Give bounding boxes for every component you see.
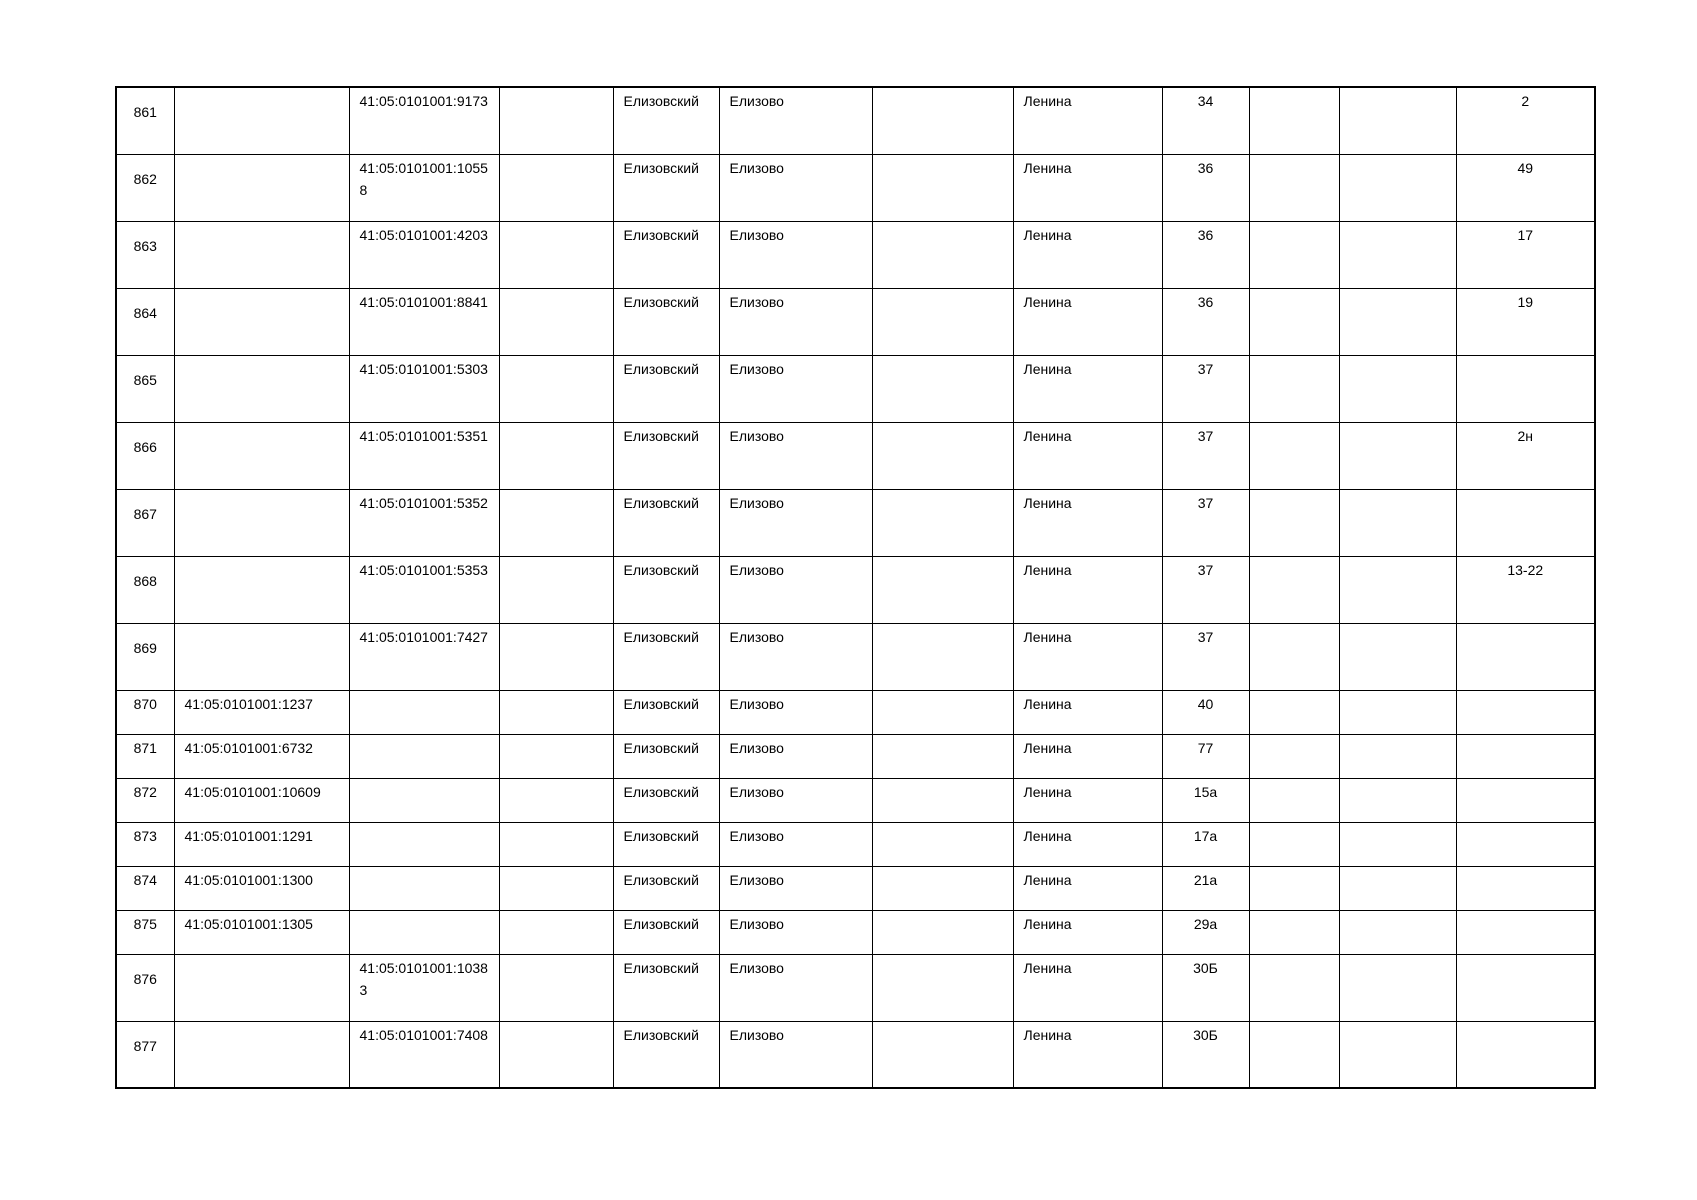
apartment-number-cell: 2 (1456, 87, 1595, 154)
district-cell: Елизовский (613, 489, 719, 556)
empty-cell (872, 866, 1013, 910)
house-number-cell: 37 (1162, 556, 1249, 623)
apartment-number-cell: 49 (1456, 154, 1595, 221)
object-cadastral-number-cell: 41:05:0101001:5353 (349, 556, 499, 623)
empty-cell (872, 221, 1013, 288)
land-cadastral-number-cell (174, 623, 349, 690)
town-cell: Елизово (719, 910, 872, 954)
empty-cell (1339, 288, 1456, 355)
land-cadastral-number-cell (174, 1021, 349, 1088)
house-number-cell: 36 (1162, 221, 1249, 288)
land-cadastral-number-cell: 41:05:0101001:1300 (174, 866, 349, 910)
land-cadastral-number-cell: 41:05:0101001:10609 (174, 778, 349, 822)
apartment-number-cell (1456, 822, 1595, 866)
empty-cell (499, 690, 613, 734)
apartment-number-cell (1456, 734, 1595, 778)
table-row (116, 1021, 1595, 1088)
object-cadastral-number-cell: 41:05:0101001:8841 (349, 288, 499, 355)
table-row (116, 866, 1595, 910)
district-cell: Елизовский (613, 866, 719, 910)
empty-cell (499, 778, 613, 822)
empty-cell (499, 954, 613, 1021)
empty-cell (499, 221, 613, 288)
empty-cell (1249, 422, 1339, 489)
house-number-cell: 15а (1162, 778, 1249, 822)
street-cell: Ленина (1013, 690, 1162, 734)
apartment-number-cell: 13-22 (1456, 556, 1595, 623)
apartment-number-cell (1456, 910, 1595, 954)
district-cell: Елизовский (613, 87, 719, 154)
row-number-cell: 867 (116, 489, 174, 556)
town-cell: Елизово (719, 690, 872, 734)
town-cell: Елизово (719, 355, 872, 422)
apartment-number-cell (1456, 778, 1595, 822)
land-cadastral-number-cell (174, 355, 349, 422)
empty-cell (499, 734, 613, 778)
land-cadastral-number-cell: 41:05:0101001:1291 (174, 822, 349, 866)
row-number-cell: 863 (116, 221, 174, 288)
district-cell: Елизовский (613, 690, 719, 734)
empty-cell (1339, 154, 1456, 221)
apartment-number-cell: 17 (1456, 221, 1595, 288)
town-cell: Елизово (719, 288, 872, 355)
object-cadastral-number-cell: 41:05:0101001:10558 (349, 154, 499, 221)
empty-cell (872, 422, 1013, 489)
street-cell: Ленина (1013, 221, 1162, 288)
town-cell: Елизово (719, 822, 872, 866)
empty-cell (1339, 489, 1456, 556)
table-row (116, 734, 1595, 778)
registry-table (115, 86, 1596, 1089)
land-cadastral-number-cell (174, 556, 349, 623)
object-cadastral-number-cell (349, 822, 499, 866)
district-cell: Елизовский (613, 221, 719, 288)
land-cadastral-number-cell (174, 489, 349, 556)
apartment-number-cell (1456, 954, 1595, 1021)
table-row (116, 778, 1595, 822)
empty-cell (499, 822, 613, 866)
object-cadastral-number-cell: 41:05:0101001:10383 (349, 954, 499, 1021)
house-number-cell: 77 (1162, 734, 1249, 778)
street-cell: Ленина (1013, 355, 1162, 422)
street-cell: Ленина (1013, 489, 1162, 556)
object-cadastral-number-cell: 41:05:0101001:5303 (349, 355, 499, 422)
empty-cell (1339, 778, 1456, 822)
apartment-number-cell (1456, 690, 1595, 734)
district-cell: Елизовский (613, 1021, 719, 1088)
row-number-cell: 866 (116, 422, 174, 489)
empty-cell (1339, 556, 1456, 623)
land-cadastral-number-cell (174, 422, 349, 489)
town-cell: Елизово (719, 734, 872, 778)
empty-cell (872, 623, 1013, 690)
house-number-cell: 34 (1162, 87, 1249, 154)
empty-cell (1249, 910, 1339, 954)
empty-cell (499, 288, 613, 355)
apartment-number-cell (1456, 1021, 1595, 1088)
empty-cell (1249, 1021, 1339, 1088)
empty-cell (872, 355, 1013, 422)
district-cell: Елизовский (613, 822, 719, 866)
row-number-cell: 862 (116, 154, 174, 221)
district-cell: Елизовский (613, 154, 719, 221)
street-cell: Ленина (1013, 954, 1162, 1021)
land-cadastral-number-cell: 41:05:0101001:6732 (174, 734, 349, 778)
table-body (116, 87, 1595, 1088)
empty-cell (1249, 690, 1339, 734)
apartment-number-cell (1456, 866, 1595, 910)
land-cadastral-number-cell: 41:05:0101001:1305 (174, 910, 349, 954)
land-cadastral-number-cell: 41:05:0101001:1237 (174, 690, 349, 734)
table-row (116, 87, 1595, 154)
house-number-cell: 36 (1162, 288, 1249, 355)
town-cell: Елизово (719, 489, 872, 556)
district-cell: Елизовский (613, 355, 719, 422)
object-cadastral-number-cell: 41:05:0101001:4203 (349, 221, 499, 288)
object-cadastral-number-cell (349, 866, 499, 910)
row-number-cell: 869 (116, 623, 174, 690)
table-row (116, 910, 1595, 954)
empty-cell (1339, 690, 1456, 734)
table-row (116, 288, 1595, 355)
street-cell: Ленина (1013, 910, 1162, 954)
empty-cell (1339, 422, 1456, 489)
land-cadastral-number-cell (174, 288, 349, 355)
empty-cell (1339, 221, 1456, 288)
empty-cell (1339, 87, 1456, 154)
row-number-cell: 871 (116, 734, 174, 778)
town-cell: Елизово (719, 623, 872, 690)
street-cell: Ленина (1013, 556, 1162, 623)
empty-cell (1339, 910, 1456, 954)
street-cell: Ленина (1013, 623, 1162, 690)
district-cell: Елизовский (613, 623, 719, 690)
table-row (116, 221, 1595, 288)
table-row (116, 355, 1595, 422)
empty-cell (499, 87, 613, 154)
street-cell: Ленина (1013, 1021, 1162, 1088)
row-number-cell: 873 (116, 822, 174, 866)
land-cadastral-number-cell (174, 954, 349, 1021)
house-number-cell: 29а (1162, 910, 1249, 954)
empty-cell (1249, 221, 1339, 288)
empty-cell (1249, 489, 1339, 556)
object-cadastral-number-cell: 41:05:0101001:5352 (349, 489, 499, 556)
object-cadastral-number-cell (349, 734, 499, 778)
house-number-cell: 37 (1162, 489, 1249, 556)
apartment-number-cell (1456, 489, 1595, 556)
empty-cell (872, 690, 1013, 734)
house-number-cell: 30Б (1162, 954, 1249, 1021)
empty-cell (872, 489, 1013, 556)
district-cell: Елизовский (613, 288, 719, 355)
house-number-cell: 30Б (1162, 1021, 1249, 1088)
row-number-cell: 877 (116, 1021, 174, 1088)
empty-cell (1339, 1021, 1456, 1088)
street-cell: Ленина (1013, 734, 1162, 778)
house-number-cell: 21а (1162, 866, 1249, 910)
empty-cell (1249, 623, 1339, 690)
apartment-number-cell: 19 (1456, 288, 1595, 355)
row-number-cell: 874 (116, 866, 174, 910)
land-cadastral-number-cell (174, 154, 349, 221)
street-cell: Ленина (1013, 778, 1162, 822)
empty-cell (1249, 288, 1339, 355)
empty-cell (1249, 355, 1339, 422)
empty-cell (499, 154, 613, 221)
house-number-cell: 40 (1162, 690, 1249, 734)
object-cadastral-number-cell: 41:05:0101001:5351 (349, 422, 499, 489)
empty-cell (499, 422, 613, 489)
street-cell: Ленина (1013, 154, 1162, 221)
house-number-cell: 37 (1162, 422, 1249, 489)
empty-cell (872, 556, 1013, 623)
empty-cell (1249, 734, 1339, 778)
town-cell: Елизово (719, 422, 872, 489)
empty-cell (1339, 623, 1456, 690)
table-row (116, 154, 1595, 221)
empty-cell (872, 910, 1013, 954)
apartment-number-cell: 2н (1456, 422, 1595, 489)
house-number-cell: 37 (1162, 623, 1249, 690)
empty-cell (1249, 87, 1339, 154)
row-number-cell: 870 (116, 690, 174, 734)
town-cell: Елизово (719, 154, 872, 221)
town-cell: Елизово (719, 87, 872, 154)
table-row (116, 822, 1595, 866)
house-number-cell: 37 (1162, 355, 1249, 422)
land-cadastral-number-cell (174, 87, 349, 154)
object-cadastral-number-cell (349, 910, 499, 954)
table-row (116, 422, 1595, 489)
town-cell: Елизово (719, 221, 872, 288)
object-cadastral-number-cell: 41:05:0101001:7427 (349, 623, 499, 690)
empty-cell (872, 954, 1013, 1021)
object-cadastral-number-cell: 41:05:0101001:7408 (349, 1021, 499, 1088)
town-cell: Елизово (719, 954, 872, 1021)
empty-cell (1339, 355, 1456, 422)
empty-cell (1249, 556, 1339, 623)
street-cell: Ленина (1013, 288, 1162, 355)
empty-cell (1249, 866, 1339, 910)
empty-cell (872, 778, 1013, 822)
town-cell: Елизово (719, 556, 872, 623)
house-number-cell: 36 (1162, 154, 1249, 221)
district-cell: Елизовский (613, 734, 719, 778)
table-row (116, 489, 1595, 556)
row-number-cell: 876 (116, 954, 174, 1021)
empty-cell (499, 866, 613, 910)
land-cadastral-number-cell (174, 221, 349, 288)
street-cell: Ленина (1013, 822, 1162, 866)
empty-cell (499, 623, 613, 690)
town-cell: Елизово (719, 1021, 872, 1088)
empty-cell (499, 556, 613, 623)
row-number-cell: 875 (116, 910, 174, 954)
empty-cell (1249, 954, 1339, 1021)
object-cadastral-number-cell: 41:05:0101001:9173 (349, 87, 499, 154)
district-cell: Елизовский (613, 556, 719, 623)
empty-cell (499, 1021, 613, 1088)
street-cell: Ленина (1013, 422, 1162, 489)
empty-cell (1339, 734, 1456, 778)
empty-cell (872, 288, 1013, 355)
empty-cell (1249, 822, 1339, 866)
empty-cell (872, 734, 1013, 778)
empty-cell (872, 1021, 1013, 1088)
empty-cell (872, 87, 1013, 154)
district-cell: Елизовский (613, 954, 719, 1021)
empty-cell (1249, 778, 1339, 822)
object-cadastral-number-cell (349, 690, 499, 734)
empty-cell (1339, 822, 1456, 866)
row-number-cell: 865 (116, 355, 174, 422)
town-cell: Елизово (719, 866, 872, 910)
row-number-cell: 861 (116, 87, 174, 154)
apartment-number-cell (1456, 623, 1595, 690)
district-cell: Елизовский (613, 910, 719, 954)
table-row (116, 556, 1595, 623)
object-cadastral-number-cell (349, 778, 499, 822)
empty-cell (499, 489, 613, 556)
district-cell: Елизовский (613, 422, 719, 489)
house-number-cell: 17а (1162, 822, 1249, 866)
empty-cell (1339, 866, 1456, 910)
empty-cell (499, 355, 613, 422)
apartment-number-cell (1456, 355, 1595, 422)
street-cell: Ленина (1013, 87, 1162, 154)
row-number-cell: 872 (116, 778, 174, 822)
district-cell: Елизовский (613, 778, 719, 822)
row-number-cell: 868 (116, 556, 174, 623)
town-cell: Елизово (719, 778, 872, 822)
empty-cell (499, 910, 613, 954)
empty-cell (872, 822, 1013, 866)
empty-cell (1249, 154, 1339, 221)
street-cell: Ленина (1013, 866, 1162, 910)
empty-cell (1339, 954, 1456, 1021)
table-row (116, 954, 1595, 1021)
table-row (116, 623, 1595, 690)
empty-cell (872, 154, 1013, 221)
table-row (116, 690, 1595, 734)
row-number-cell: 864 (116, 288, 174, 355)
